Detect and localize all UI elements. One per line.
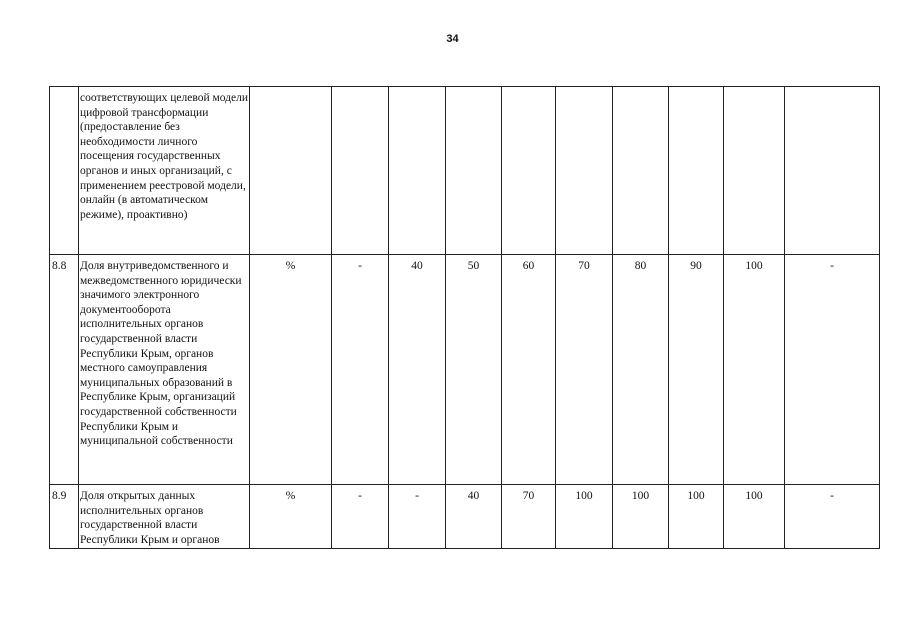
table-row xyxy=(50,87,880,255)
value-cell: 60 xyxy=(502,255,556,485)
row-number: 8.9 xyxy=(50,485,79,549)
value-cell: - xyxy=(332,485,389,549)
unit-cell: % xyxy=(250,255,332,485)
value-cell: 70 xyxy=(502,485,556,549)
value-cell: 40 xyxy=(389,255,446,485)
table-row xyxy=(50,485,880,549)
value-cell: - xyxy=(785,255,880,485)
value-cell xyxy=(332,87,389,255)
value-cell xyxy=(389,87,446,255)
value-cell: 100 xyxy=(724,255,785,485)
value-cell xyxy=(669,87,724,255)
value-cell: - xyxy=(332,255,389,485)
row-number xyxy=(50,87,79,255)
table-row xyxy=(50,255,880,485)
value-cell: 80 xyxy=(613,255,669,485)
value-cell xyxy=(446,87,502,255)
indicator-description: соответствующих целевой модели цифровой трансформации (предоставление без необходимости личного посещения государственных органов и иных организаций, с применением реестровой модели, онлайн (в автоматическом режиме), проактивно) xyxy=(79,87,250,255)
value-cell xyxy=(724,87,785,255)
value-cell xyxy=(785,87,880,255)
page-number: 34 xyxy=(446,33,459,45)
row-number: 8.8 xyxy=(50,255,79,485)
value-cell: 50 xyxy=(446,255,502,485)
indicator-table xyxy=(49,86,880,549)
value-cell xyxy=(556,87,613,255)
value-cell: 100 xyxy=(724,485,785,549)
value-cell: - xyxy=(785,485,880,549)
indicator-description: Доля внутриведомственного и межведомственного юридически значимого электронного документооборота исполнительных органов государственной власти Республики Крым, органов местного самоуправления муниципальных образований в Республике Крым, организаций государственной собственности Республики Крым и муниципальной собственности xyxy=(79,255,250,485)
value-cell: 40 xyxy=(446,485,502,549)
unit-cell xyxy=(250,87,332,255)
value-cell: - xyxy=(389,485,446,549)
value-cell: 100 xyxy=(669,485,724,549)
unit-cell: % xyxy=(250,485,332,549)
value-cell: 90 xyxy=(669,255,724,485)
value-cell: 100 xyxy=(556,485,613,549)
value-cell xyxy=(613,87,669,255)
indicator-description: Доля открытых данных исполнительных органов государственной власти Республики Крым и органов xyxy=(79,485,250,549)
value-cell xyxy=(502,87,556,255)
value-cell: 100 xyxy=(613,485,669,549)
value-cell: 70 xyxy=(556,255,613,485)
